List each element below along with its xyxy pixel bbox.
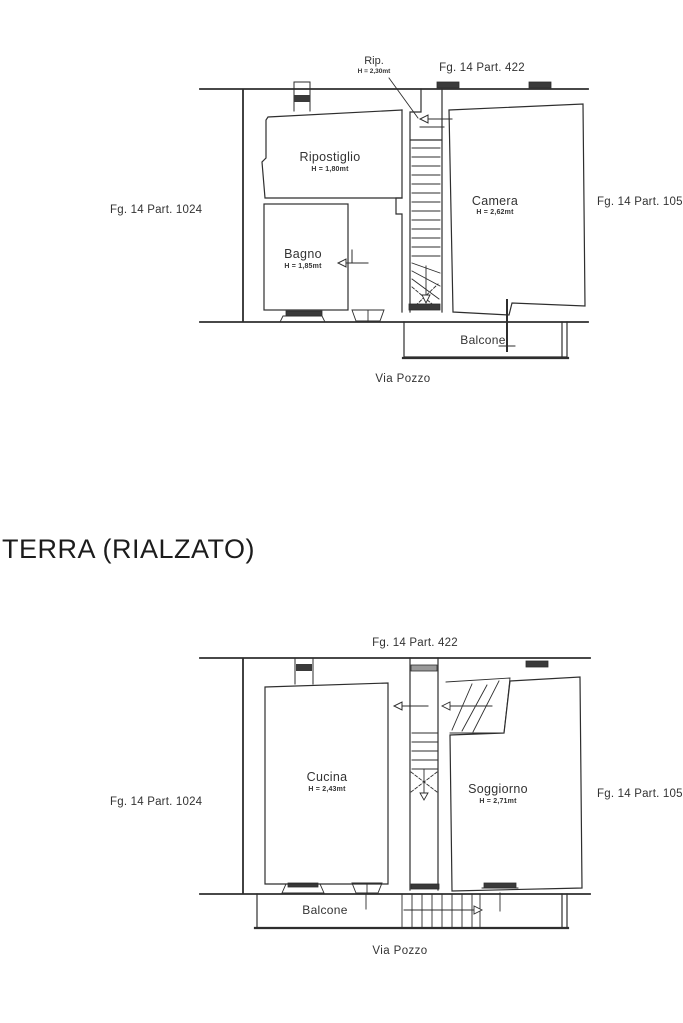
room-label-bagno: Bagno <box>284 247 322 261</box>
room-height-camera: H = 2,62mt <box>476 209 514 216</box>
upper-top-window-2 <box>529 82 551 88</box>
lower-stairs <box>410 658 438 890</box>
stair-down-arrow-icon <box>420 793 428 800</box>
upper-entrance-bar <box>409 304 440 310</box>
parcel-label-left-upper: Fg. 14 Part. 1024 <box>110 204 203 216</box>
parcel-label-top-lower: Fg. 14 Part. 422 <box>372 637 458 649</box>
room-label-camera: Camera <box>471 194 519 208</box>
upper-corridor-wall <box>396 110 402 312</box>
upper-plan-lines <box>200 78 588 358</box>
lower-winder-fan <box>442 678 510 733</box>
room-height-bagno: H = 1,85mt <box>284 263 322 270</box>
stair-up-arrow-icon <box>474 906 482 914</box>
room-label-ripostiglio: Ripostiglio <box>299 150 361 164</box>
upper-bottom-windows <box>280 310 384 322</box>
room-camera-outline <box>449 104 585 315</box>
street-label-lower: Via Pozzo <box>372 945 428 957</box>
upper-boundary <box>200 89 588 322</box>
upper-stairs <box>409 89 442 312</box>
lower-flue <box>295 658 313 684</box>
rip-height-label: H = 2,30mt <box>357 68 391 75</box>
fan-door-arrow-icon <box>442 702 450 710</box>
room-height-soggiorno: H = 2,71mt <box>479 798 517 805</box>
upper-flue <box>294 82 310 111</box>
room-height-cucina: H = 2,43mt <box>308 786 346 793</box>
upper-landing-door-arrow-icon <box>420 115 452 127</box>
street-label-upper: Via Pozzo <box>375 373 431 385</box>
cucina-door-arrow-icon <box>394 702 428 710</box>
parcel-label-right-lower: Fg. 14 Part. 105 <box>597 788 683 800</box>
parcel-label-top-upper: Fg. 14 Part. 422 <box>439 62 525 74</box>
lower-plan-lines <box>200 658 590 928</box>
room-height-ripostiglio: H = 1,80mt <box>311 166 349 173</box>
rip-label: Rip. <box>364 55 384 67</box>
balcony-label-lower: Balcone <box>302 903 348 917</box>
upper-top-window-1 <box>437 82 459 88</box>
parcel-label-right-upper: Fg. 14 Part. 105 <box>597 196 683 208</box>
page-title: TERRA (RIALZATO) <box>2 534 256 564</box>
bagno-door-arrow-icon <box>338 250 368 267</box>
lower-boundary <box>200 658 590 894</box>
room-label-soggiorno: Soggiorno <box>468 782 528 796</box>
parcel-label-left-lower: Fg. 14 Part. 1024 <box>110 796 203 808</box>
balcony-label-upper: Balcone <box>460 333 506 347</box>
lower-top-window <box>526 661 548 667</box>
room-label-cucina: Cucina <box>306 770 348 784</box>
